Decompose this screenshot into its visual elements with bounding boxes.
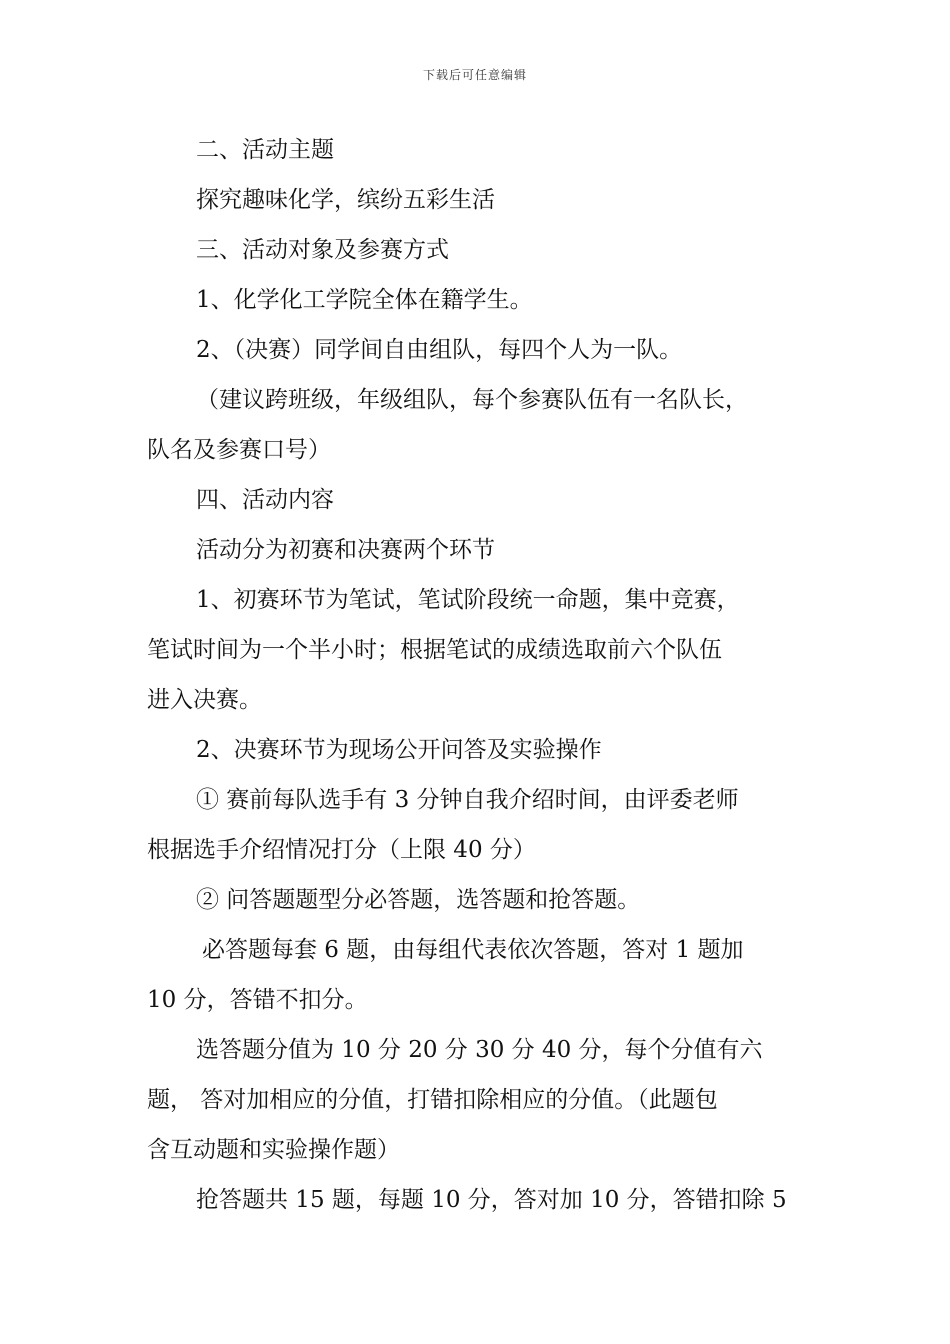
- required-questions-line-1: 必答题每套 6 题，由每组代表依次答题，答对 1 题加: [202, 937, 744, 963]
- required-questions-line-2: 10 分，答错不扣分。: [147, 987, 368, 1013]
- optional-questions-line-3: 含互动题和实验操作题）: [147, 1137, 400, 1163]
- participants-item-2: 2、（决赛）同学间自由组队，每四个人为一队。: [196, 337, 683, 363]
- optional-questions-line-2: 题， 答对加相应的分值，打错扣除相应的分值。（此题包: [147, 1087, 718, 1113]
- participants-item-1: 1、化学化工学院全体在籍学生。: [196, 287, 533, 313]
- preliminary-line-3: 进入决赛。: [147, 687, 262, 713]
- final-item-1-line-2: 根据选手介绍情况打分（上限 40 分）: [147, 837, 536, 863]
- buzzer-questions-line-1: 抢答题共 15 题，每题 10 分，答对加 10 分，答错扣除 5: [196, 1187, 787, 1213]
- theme-text: 探究趣味化学，缤纷五彩生活: [196, 187, 495, 213]
- content-intro: 活动分为初赛和决赛两个环节: [196, 537, 495, 563]
- section-heading-theme: 二、活动主题: [196, 137, 334, 163]
- final-item-2: ② 问答题题型分必答题，选答题和抢答题。: [196, 887, 641, 913]
- optional-questions-line-1: 选答题分值为 10 分 20 分 30 分 40 分，每个分值有六: [196, 1037, 763, 1063]
- section-heading-participants: 三、活动对象及参赛方式: [196, 237, 449, 263]
- section-heading-content: 四、活动内容: [196, 487, 334, 513]
- final-item-1-line-1: ① 赛前每队选手有 3 分钟自我介绍时间，由评委老师: [196, 787, 739, 813]
- final-heading: 2、决赛环节为现场公开问答及实验操作: [196, 737, 602, 763]
- preliminary-line-2: 笔试时间为一个半小时；根据笔试的成绩选取前六个队伍: [147, 637, 722, 663]
- participants-note-line-2: 队名及参赛口号）: [147, 437, 331, 463]
- preliminary-line-1: 1、初赛环节为笔试，笔试阶段统一命题，集中竞赛，: [196, 587, 740, 613]
- participants-note-line-1: （建议跨班级，年级组队，每个参赛队伍有一名队长，: [196, 387, 748, 413]
- page-header: 下载后可任意编辑: [422, 68, 527, 82]
